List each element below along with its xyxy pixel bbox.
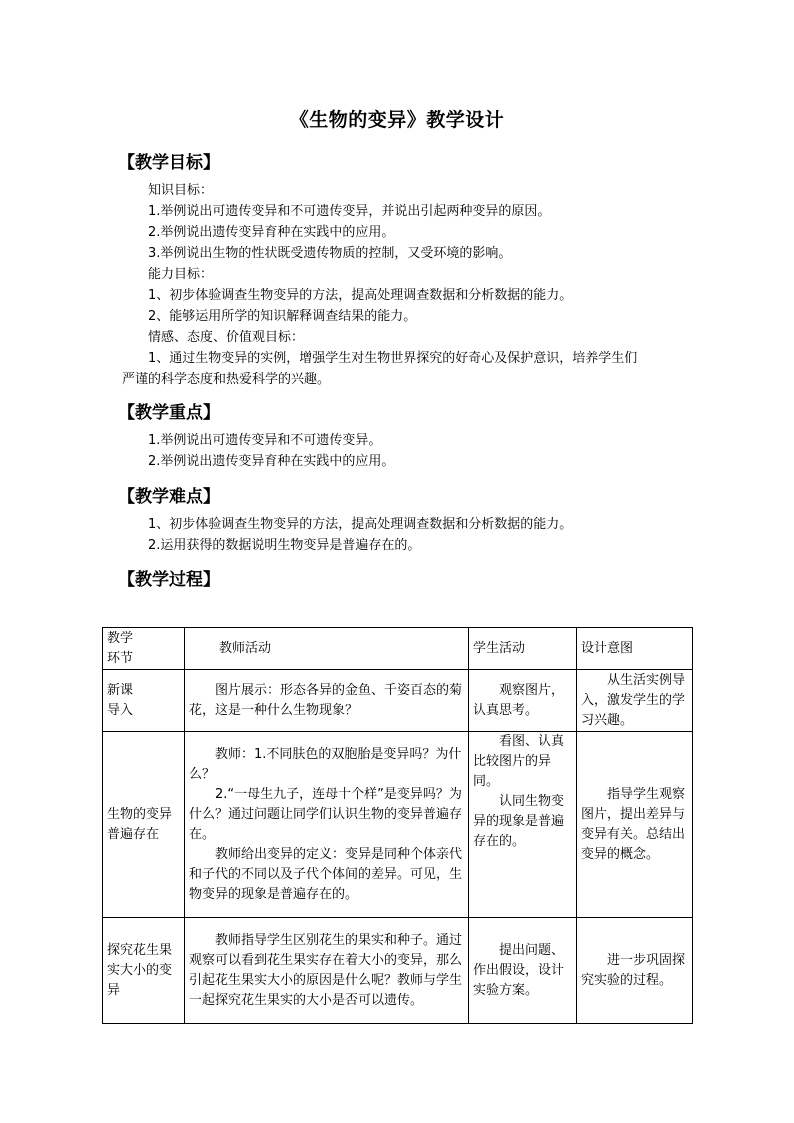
difficulty-item: 1、初步体验调查生物变异的方法，提高处理调查数据和分析数据的能力。 — [148, 517, 573, 532]
knowledge-item: 1.举例说出可遗传变异和不可遗传变异，并说出引起两种变异的原因。 — [148, 204, 551, 219]
difficulty-item: 2.运用获得的数据说明生物变异是普遍存在的。 — [148, 538, 421, 553]
ability-item: 2、能够运用所学的知识解释调查结果的能力。 — [148, 309, 417, 324]
row-teacher-activity — [185, 732, 469, 918]
header-teacher: 教师活动 — [185, 628, 469, 670]
process-heading: 【教学过程】 — [118, 570, 220, 590]
ability-item: 1、初步体验调查生物变异的方法，提高处理调查数据和分析数据的能力。 — [148, 288, 573, 303]
knowledge-item: 3.举例说出生物的性状既受遗传物质的控制，又受环境的影响。 — [148, 246, 512, 261]
teacher-paragraph: 2.“一母生九子，连母十个样”是变异吗？为什么？通过问题让同学们认识生物的变异普遍存在。 — [189, 786, 463, 842]
student-paragraph: 看图、认真比较图片的异同。 — [473, 734, 565, 789]
table-row — [103, 670, 693, 732]
row-student-activity: 提出问题、作出假设，设计实验方案。 — [469, 918, 577, 1024]
objectives-heading: 【教学目标】 — [118, 153, 220, 173]
student-paragraph: 认同生物变异的现象是普遍存在的。 — [473, 794, 565, 849]
key-point-item: 1.举例说出可遗传变异和不可遗传变异。 — [148, 433, 382, 448]
key-point-item: 2.举例说出遗传变异育种在实践中的应用。 — [148, 454, 395, 469]
document-title: 《生物的变异》教学设计 — [289, 109, 505, 131]
key-points-heading: 【教学重点】 — [118, 403, 220, 423]
header-stage-line1: 教学 — [107, 630, 134, 646]
difficulties-heading: 【教学难点】 — [118, 487, 220, 507]
emotion-label: 情感、态度、价值观目标： — [148, 330, 305, 345]
row-design-intent: 进一步巩固探究实验的过程。 — [577, 918, 693, 1024]
row-stage — [103, 670, 185, 732]
teaching-process-table — [102, 627, 693, 1024]
header-stage-line2: 环节 — [107, 650, 134, 666]
row-design-intent: 从生活实例导入，激发学生的学习兴趣。 — [577, 670, 693, 732]
row-stage-line2: 导入 — [107, 702, 134, 718]
row-stage: 探究花生果实大小的变异 — [103, 918, 185, 1024]
emotion-item-line2: 严谨的科学态度和热爱科学的兴趣。 — [122, 372, 331, 387]
teacher-paragraph: 教师给出变异的定义：变异是同种个体亲代和子代的不同以及子代个体间的差异。可见，生物变异的现象是普遍存在的。 — [189, 846, 463, 902]
emotion-item-line1: 1、通过生物变异的实例，增强学生对生物世界探究的好奇心及保护意识，培养学生们 — [148, 351, 638, 366]
teacher-paragraph: 教师：1.不同肤色的双胞胎是变异吗？为什么？ — [189, 746, 462, 782]
ability-label: 能力目标： — [148, 267, 214, 282]
header-stage — [103, 628, 185, 670]
row-teacher-activity: 教师指导学生区别花生的果实和种子。通过观察可以看到花生果实存在着大小的变异，那么引起花生果实大小的原因是什么呢？教师与学生一起探究花生果实的大小是否可以遗传。 — [185, 918, 469, 1024]
row-teacher-activity: 图片展示：形态各异的金鱼、千姿百态的菊花，这是一种什么生物现象？ — [185, 670, 469, 732]
row-design-intent: 指导学生观察图片，提出差异与变异有关。总结出变异的概念。 — [577, 732, 693, 918]
row-student-activity: 观察图片，认真思考。 — [469, 670, 577, 732]
table-row — [103, 732, 693, 918]
row-stage: 生物的变异普遍存在 — [103, 732, 185, 918]
header-student: 学生活动 — [469, 628, 577, 670]
knowledge-item: 2.举例说出遗传变异育种在实践中的应用。 — [148, 225, 395, 240]
header-intent: 设计意图 — [577, 628, 693, 670]
row-student-activity — [469, 732, 577, 918]
knowledge-label: 知识目标： — [148, 183, 214, 198]
table-header-row — [103, 628, 693, 670]
row-stage-line1: 新课 — [107, 682, 134, 698]
table-row — [103, 918, 693, 1024]
